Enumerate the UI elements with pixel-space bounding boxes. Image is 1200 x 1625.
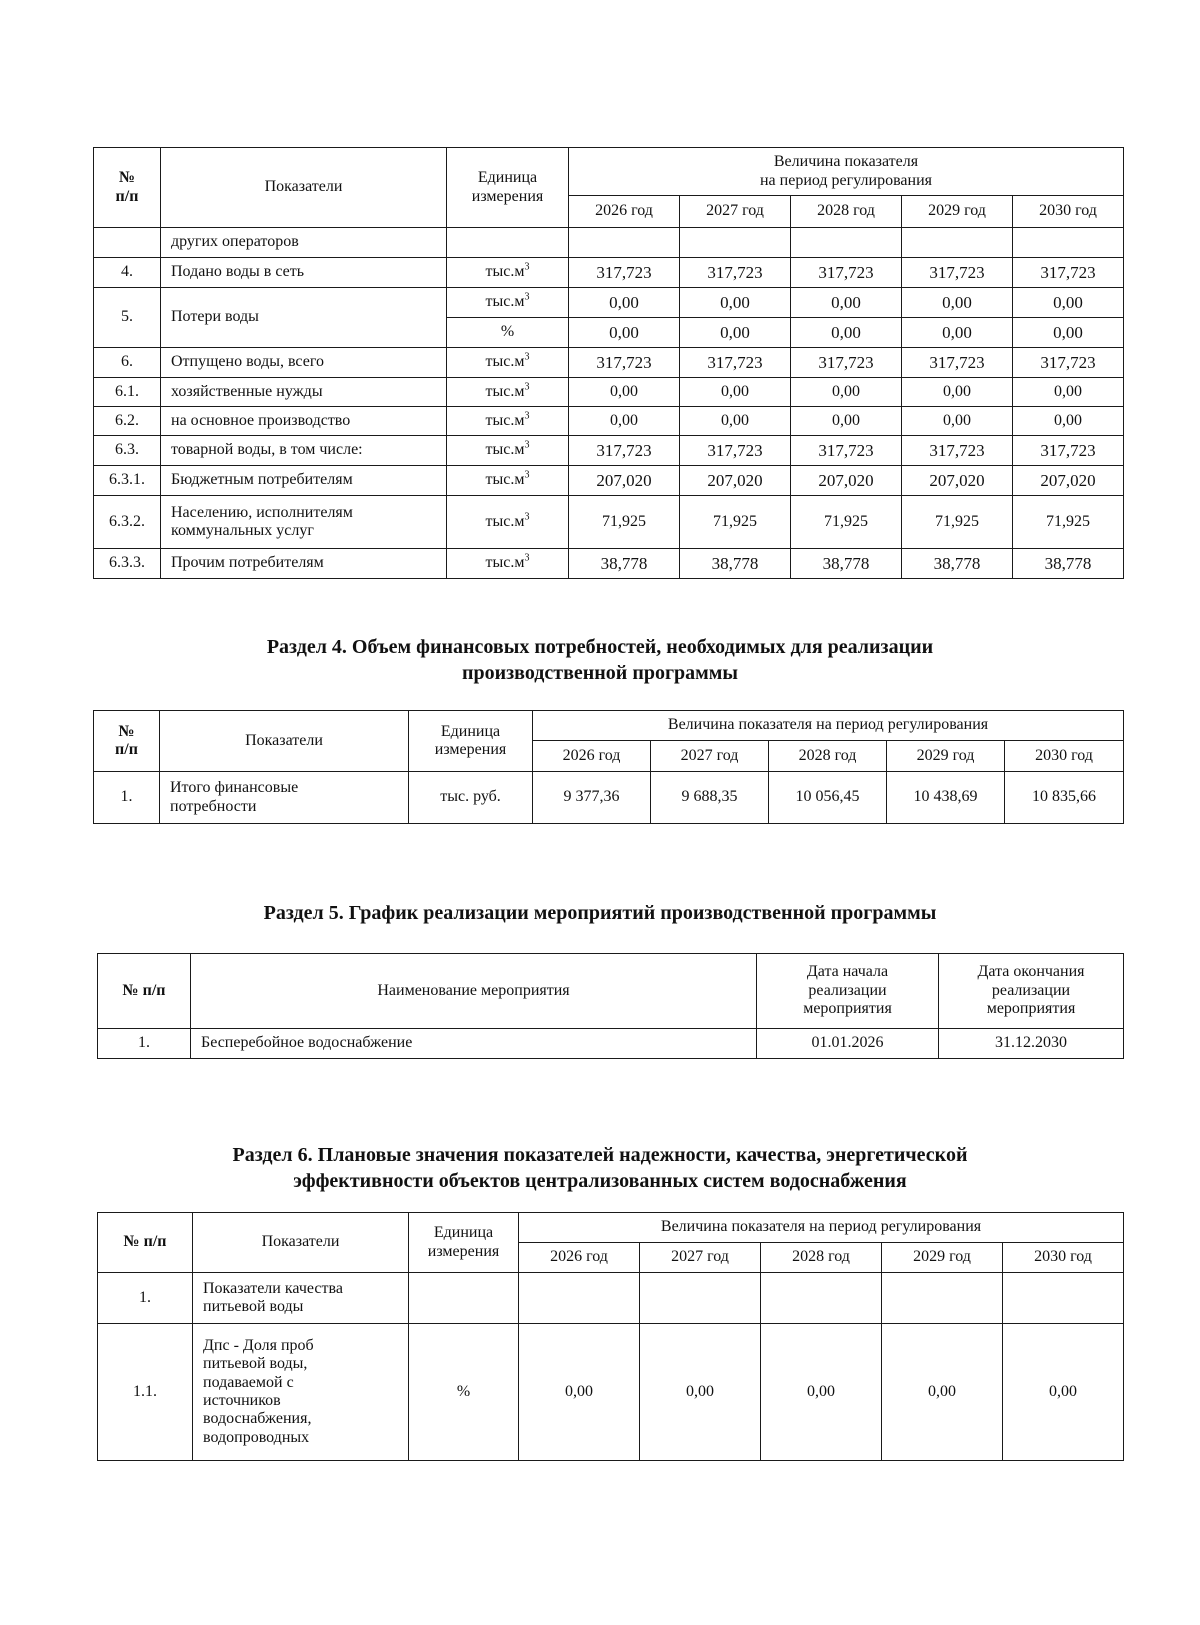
row-value: 317,723 bbox=[1013, 258, 1124, 288]
col-header-name: Наименование мероприятия bbox=[191, 954, 757, 1029]
row-value: 0,00 bbox=[791, 378, 902, 407]
row-unit: $тыс.м^3$ bbox=[447, 288, 569, 318]
col-header-start: Дата начала реализации мероприятия bbox=[757, 954, 939, 1029]
row-num: 6. bbox=[94, 348, 161, 378]
row-unit bbox=[447, 228, 569, 258]
section4-title: Раздел 4. Объем финансовых потребностей, необходимых для реализации производственной программы bbox=[266, 636, 934, 684]
col-header-value: Величина показателя на период регулирования bbox=[533, 711, 1124, 741]
row-value: 0,00 bbox=[902, 378, 1013, 407]
row-value bbox=[680, 228, 791, 258]
row-value: 0,00 bbox=[761, 1324, 882, 1461]
row-unit: % bbox=[447, 318, 569, 348]
row-name: Отпущено воды, всего bbox=[161, 348, 447, 378]
row-end-date: 31.12.2030 bbox=[939, 1029, 1124, 1059]
table-row bbox=[94, 436, 1124, 466]
row-value bbox=[761, 1273, 882, 1324]
row-value: 0,00 bbox=[1013, 318, 1124, 348]
row-value: 38,778 bbox=[569, 549, 680, 579]
row-value: 207,020 bbox=[569, 466, 680, 496]
row-name: на основное производство bbox=[161, 407, 447, 436]
col-header-indicator: Показатели bbox=[160, 711, 409, 772]
row-value bbox=[640, 1273, 761, 1324]
col-header-value: Величина показателя на период регулирования bbox=[519, 1213, 1124, 1243]
col-header-num: № п/п bbox=[98, 954, 191, 1029]
year-header: 2030 год bbox=[1005, 741, 1124, 772]
table-row bbox=[94, 348, 1124, 378]
table-row bbox=[94, 466, 1124, 496]
row-value: 0,00 bbox=[569, 407, 680, 436]
row-unit: $тыс.м^3$ bbox=[447, 436, 569, 466]
row-value bbox=[519, 1273, 640, 1324]
row-value bbox=[1003, 1273, 1124, 1324]
row-value: 10 438,69 bbox=[887, 772, 1005, 824]
quality-indicators-table bbox=[97, 1212, 1124, 1461]
row-unit: $тыс.м^3$ bbox=[447, 407, 569, 436]
year-header: 2029 год bbox=[887, 741, 1005, 772]
year-header: 2026 год bbox=[533, 741, 651, 772]
row-value: 0,00 bbox=[791, 288, 902, 318]
table-row bbox=[94, 549, 1124, 579]
row-num: 6.3.2. bbox=[94, 496, 161, 549]
row-value: 317,723 bbox=[791, 436, 902, 466]
row-unit: тыс. руб. bbox=[409, 772, 533, 824]
row-name: Прочим потребителям bbox=[161, 549, 447, 579]
row-value: 0,00 bbox=[680, 378, 791, 407]
row-value: 207,020 bbox=[1013, 466, 1124, 496]
col-header-unit: Единица измерения bbox=[447, 148, 569, 228]
row-value: 207,020 bbox=[791, 466, 902, 496]
table-row bbox=[98, 1324, 1124, 1461]
col-header-indicator: Показатели bbox=[193, 1213, 409, 1273]
row-unit bbox=[409, 1273, 519, 1324]
row-name: других операторов bbox=[161, 228, 447, 258]
row-name: Итого финансовые потребности bbox=[160, 772, 409, 824]
row-unit: $тыс.м^3$ bbox=[447, 466, 569, 496]
col-header-unit: Единица измерения bbox=[409, 1213, 519, 1273]
year-header: 2027 год bbox=[640, 1243, 761, 1273]
row-value: 71,925 bbox=[791, 496, 902, 549]
row-value: 207,020 bbox=[902, 466, 1013, 496]
row-name: Показатели качества питьевой воды bbox=[193, 1273, 409, 1324]
row-num: 6.3.1. bbox=[94, 466, 161, 496]
row-value: 0,00 bbox=[569, 288, 680, 318]
row-value: 71,925 bbox=[569, 496, 680, 549]
row-value: 0,00 bbox=[902, 288, 1013, 318]
table-row bbox=[94, 378, 1124, 407]
table-row bbox=[94, 258, 1124, 288]
col-header-unit: Единица измерения bbox=[409, 711, 533, 772]
table-row bbox=[94, 288, 1124, 318]
schedule-table bbox=[97, 953, 1124, 1059]
row-value: 38,778 bbox=[902, 549, 1013, 579]
row-unit: % bbox=[409, 1324, 519, 1461]
year-header: 2029 год bbox=[882, 1243, 1003, 1273]
year-header: 2027 год bbox=[680, 196, 791, 228]
row-value: 9 688,35 bbox=[651, 772, 769, 824]
row-value: 317,723 bbox=[791, 258, 902, 288]
row-unit: $тыс.м^3$ bbox=[447, 549, 569, 579]
table-row bbox=[94, 407, 1124, 436]
row-value: 317,723 bbox=[902, 348, 1013, 378]
row-value: 317,723 bbox=[569, 258, 680, 288]
row-value: 0,00 bbox=[680, 318, 791, 348]
col-header-num: № п/п bbox=[94, 711, 160, 772]
row-value: 317,723 bbox=[902, 258, 1013, 288]
row-start-date: 01.01.2026 bbox=[757, 1029, 939, 1059]
row-name: Населению, исполнителям коммунальных услуг bbox=[161, 496, 447, 549]
row-value: 0,00 bbox=[640, 1324, 761, 1461]
row-value: 317,723 bbox=[791, 348, 902, 378]
production-volume-table bbox=[93, 147, 1124, 579]
year-header: 2026 год bbox=[569, 196, 680, 228]
row-value bbox=[569, 228, 680, 258]
row-value: 317,723 bbox=[569, 436, 680, 466]
table-row bbox=[94, 496, 1124, 549]
section6-title: Раздел 6. Плановые значения показателей надежности, качества, энергетической эффективности объектов централизованных систем водоснабжения bbox=[232, 1144, 968, 1192]
row-num: 5. bbox=[94, 288, 161, 348]
row-unit: $тыс.м^3$ bbox=[447, 258, 569, 288]
row-value: 0,00 bbox=[1003, 1324, 1124, 1461]
row-value: 38,778 bbox=[680, 549, 791, 579]
row-num: 6.3.3. bbox=[94, 549, 161, 579]
row-value: 0,00 bbox=[791, 318, 902, 348]
row-value: 71,925 bbox=[680, 496, 791, 549]
row-value: 0,00 bbox=[519, 1324, 640, 1461]
row-name: Бесперебойное водоснабжение bbox=[191, 1029, 757, 1059]
col-header-value: Величина показателя на период регулирования bbox=[569, 148, 1124, 196]
row-value: 10 056,45 bbox=[769, 772, 887, 824]
row-name: товарной воды, в том числе: bbox=[161, 436, 447, 466]
col-header-end: Дата окончания реализации мероприятия bbox=[939, 954, 1124, 1029]
row-value: 0,00 bbox=[1013, 288, 1124, 318]
row-unit: $тыс.м^3$ bbox=[447, 378, 569, 407]
row-unit: $тыс.м^3$ bbox=[447, 496, 569, 549]
row-value: 317,723 bbox=[1013, 348, 1124, 378]
col-header-indicator: Показатели bbox=[161, 148, 447, 228]
row-value: 0,00 bbox=[902, 318, 1013, 348]
row-value bbox=[902, 228, 1013, 258]
row-value: 0,00 bbox=[791, 407, 902, 436]
table-row bbox=[94, 772, 1124, 824]
row-value: 0,00 bbox=[569, 378, 680, 407]
row-name: Бюджетным потребителям bbox=[161, 466, 447, 496]
row-value: 0,00 bbox=[1013, 378, 1124, 407]
row-value: 0,00 bbox=[569, 318, 680, 348]
section5-title: Раздел 5. График реализации мероприятий производственной программы bbox=[263, 902, 937, 924]
row-num: 1.1. bbox=[98, 1324, 193, 1461]
row-num: 4. bbox=[94, 258, 161, 288]
row-value: 38,778 bbox=[791, 549, 902, 579]
row-value: 317,723 bbox=[569, 348, 680, 378]
row-num: 1. bbox=[98, 1029, 191, 1059]
row-value bbox=[791, 228, 902, 258]
row-num: 1. bbox=[98, 1273, 193, 1324]
table-row bbox=[98, 1029, 1124, 1059]
table-row bbox=[94, 228, 1124, 258]
row-value: 0,00 bbox=[680, 407, 791, 436]
year-header: 2030 год bbox=[1013, 196, 1124, 228]
row-value: 0,00 bbox=[882, 1324, 1003, 1461]
row-num: 1. bbox=[94, 772, 160, 824]
row-num: 6.2. bbox=[94, 407, 161, 436]
row-value: 207,020 bbox=[680, 466, 791, 496]
table-row bbox=[98, 1273, 1124, 1324]
col-header-num: № п/п bbox=[98, 1213, 193, 1273]
row-value bbox=[882, 1273, 1003, 1324]
row-value: 317,723 bbox=[680, 436, 791, 466]
row-value: 317,723 bbox=[680, 348, 791, 378]
year-header: 2027 год bbox=[651, 741, 769, 772]
row-value: 317,723 bbox=[680, 258, 791, 288]
row-value: 317,723 bbox=[902, 436, 1013, 466]
col-header-num: № п/п bbox=[94, 148, 161, 228]
year-header: 2029 год bbox=[902, 196, 1013, 228]
row-num: 6.1. bbox=[94, 378, 161, 407]
year-header: 2030 год bbox=[1003, 1243, 1124, 1273]
row-value: 0,00 bbox=[680, 288, 791, 318]
year-header: 2028 год bbox=[761, 1243, 882, 1273]
year-header: 2028 год bbox=[769, 741, 887, 772]
row-name: Дпс - Доля проб питьевой воды, подаваемой с источников водоснабжения, водопроводных bbox=[193, 1324, 409, 1461]
row-value: 0,00 bbox=[902, 407, 1013, 436]
year-header: 2028 год bbox=[791, 196, 902, 228]
row-value bbox=[1013, 228, 1124, 258]
row-value: 9 377,36 bbox=[533, 772, 651, 824]
row-unit: $тыс.м^3$ bbox=[447, 348, 569, 378]
row-name: Подано воды в сеть bbox=[161, 258, 447, 288]
row-value: 0,00 bbox=[1013, 407, 1124, 436]
row-value: 71,925 bbox=[1013, 496, 1124, 549]
row-value: 10 835,66 bbox=[1005, 772, 1124, 824]
row-num: 6.3. bbox=[94, 436, 161, 466]
row-name: Потери воды bbox=[161, 288, 447, 348]
row-num bbox=[94, 228, 161, 258]
row-name: хозяйственные нужды bbox=[161, 378, 447, 407]
row-value: 317,723 bbox=[1013, 436, 1124, 466]
row-value: 38,778 bbox=[1013, 549, 1124, 579]
year-header: 2026 год bbox=[519, 1243, 640, 1273]
financial-needs-table bbox=[93, 710, 1124, 824]
row-value: 71,925 bbox=[902, 496, 1013, 549]
